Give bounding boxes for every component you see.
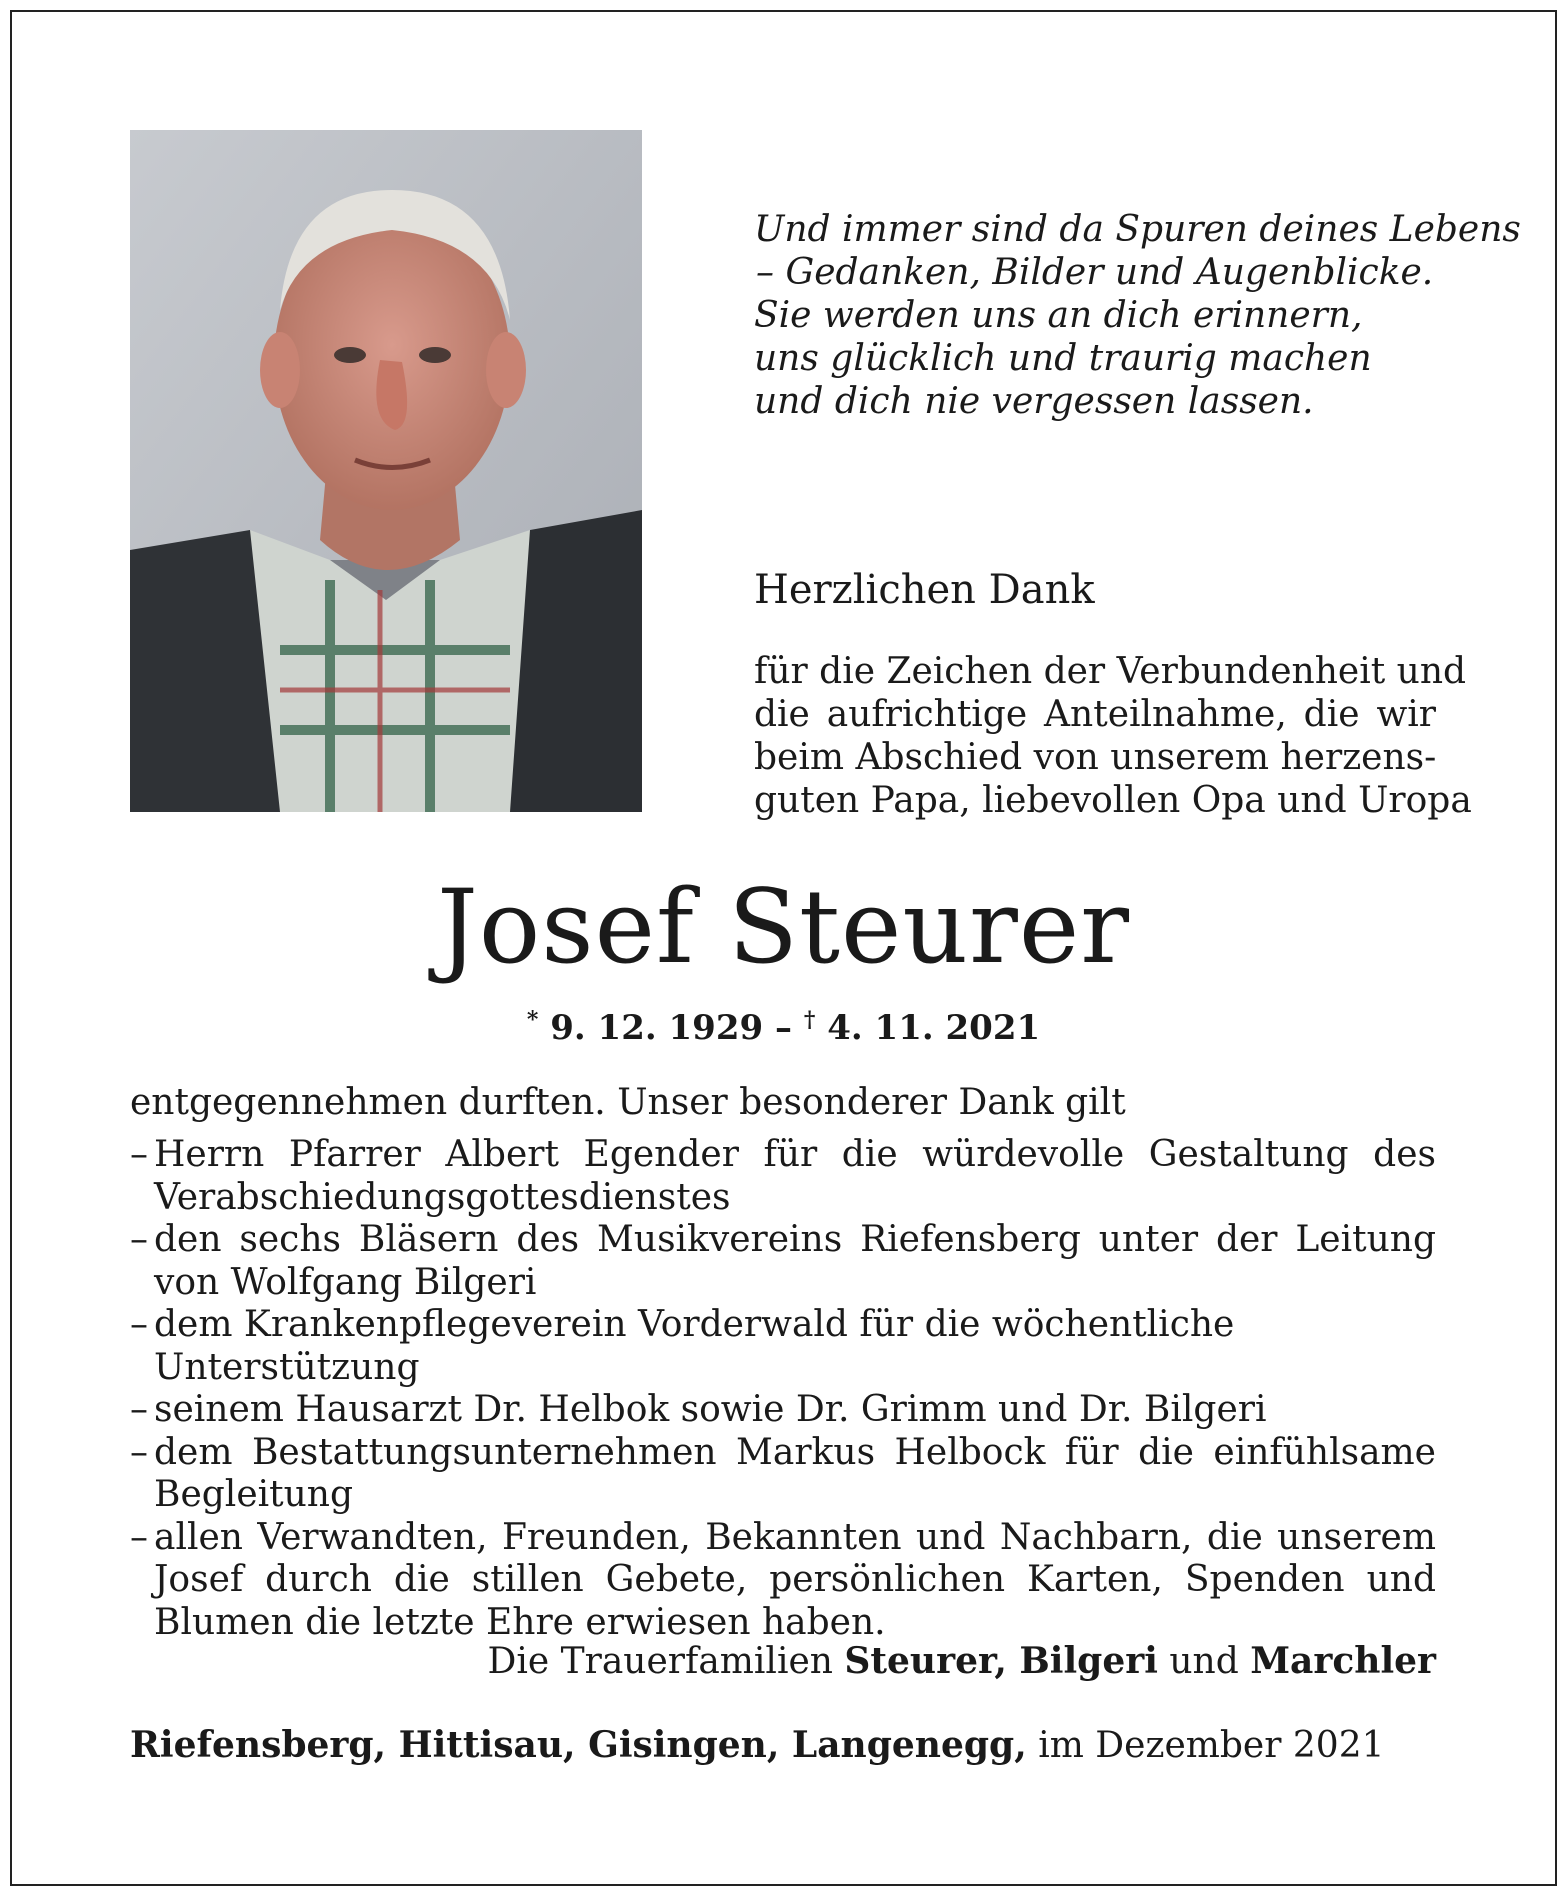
mourning-families xyxy=(487,1640,1436,1683)
list-item xyxy=(130,1389,1436,1432)
thanks-line: beim Abschied von unserem herzens- xyxy=(754,737,1437,778)
poem-line: Und immer sind da Spuren deines Lebens xyxy=(754,209,1521,250)
list-item-text: Herrn Pfarrer Albert Egender für die würdevolle Gestaltung des Verabschiedungsgottesdienstes xyxy=(154,1134,1436,1218)
list-item-text: seinem Hausarzt Dr. Helbok sowie Dr. Grimm und Dr. Bilgeri xyxy=(154,1389,1267,1430)
list-dash: – xyxy=(130,1516,148,1558)
poem-line: und dich nie vergessen lassen. xyxy=(754,381,1314,422)
list-item xyxy=(130,1219,1436,1304)
notice-date: im Dezember 2021 xyxy=(1026,1725,1385,1766)
memorial-poem xyxy=(754,208,1521,423)
thanks-line: die aufrichtige Anteilnahme, die wir xyxy=(754,694,1436,735)
portrait-image xyxy=(130,130,642,812)
thanks-intro: entgegennehmen durften. Unser besonderer Dank gilt xyxy=(130,1082,1126,1123)
list-dash: – xyxy=(130,1389,148,1430)
list-item-text: dem Krankenpflegeverein Vorderwald für die wöchentliche Unterstützung xyxy=(154,1304,1235,1388)
poem-line: Sie werden uns an dich erinnern, xyxy=(754,295,1363,336)
list-dash: – xyxy=(130,1134,148,1175)
place-and-date xyxy=(130,1724,1385,1767)
birth-date: 9. 12. 1929 xyxy=(550,1008,764,1048)
portrait-photo xyxy=(130,130,642,812)
list-dash: – xyxy=(130,1431,148,1473)
deceased-name: Josef Steurer xyxy=(437,868,1130,987)
thanks-line: guten Papa, liebevollen Opa und Uropa xyxy=(754,780,1472,821)
poem-line: uns glücklich und traurig machen xyxy=(754,338,1372,379)
families-prefix: Die Trauerfamilien xyxy=(487,1641,845,1682)
list-dash: – xyxy=(130,1219,148,1260)
list-item xyxy=(130,1304,1436,1389)
family-name-secondary: Marchler xyxy=(1250,1640,1436,1682)
date-separator: – xyxy=(775,1008,792,1048)
life-dates xyxy=(0,1000,1567,1048)
thanks-paragraph xyxy=(754,650,1472,822)
death-date: 4. 11. 2021 xyxy=(827,1008,1041,1048)
list-dash: – xyxy=(130,1304,148,1345)
list-item xyxy=(130,1134,1436,1219)
list-item xyxy=(130,1432,1436,1517)
locations: Riefensberg, Hittisau, Gisingen, Langenegg, xyxy=(130,1724,1027,1766)
list-item-text: den sechs Bläsern des Musikvereins Riefensberg unter der Leitung von Wolfgang Bilgeri xyxy=(154,1219,1436,1303)
list-item-text: dem Bestattungsunternehmen Markus Helbock für die einfühlsame Begleitung xyxy=(154,1431,1436,1515)
list-item-text: allen Verwandten, Freunden, Bekannten und Nachbarn, die unserem Josef durch die stillen Gebete, persönlichen Karten, Spenden und Blumen die letzte Ehre erwiesen haben. xyxy=(154,1516,1436,1643)
family-names-primary: Steurer, Bilgeri xyxy=(844,1640,1158,1682)
list-item xyxy=(130,1517,1436,1645)
thanks-heading: Herzlichen Dank xyxy=(754,567,1095,613)
birth-symbol: * xyxy=(526,1007,539,1033)
thanks-list xyxy=(130,1134,1436,1644)
families-connector: und xyxy=(1157,1641,1251,1682)
thanks-line: für die Zeichen der Verbundenheit und xyxy=(754,651,1467,692)
poem-line: – Gedanken, Bilder und Augenblicke. xyxy=(756,252,1434,293)
death-symbol: † xyxy=(803,1007,816,1033)
